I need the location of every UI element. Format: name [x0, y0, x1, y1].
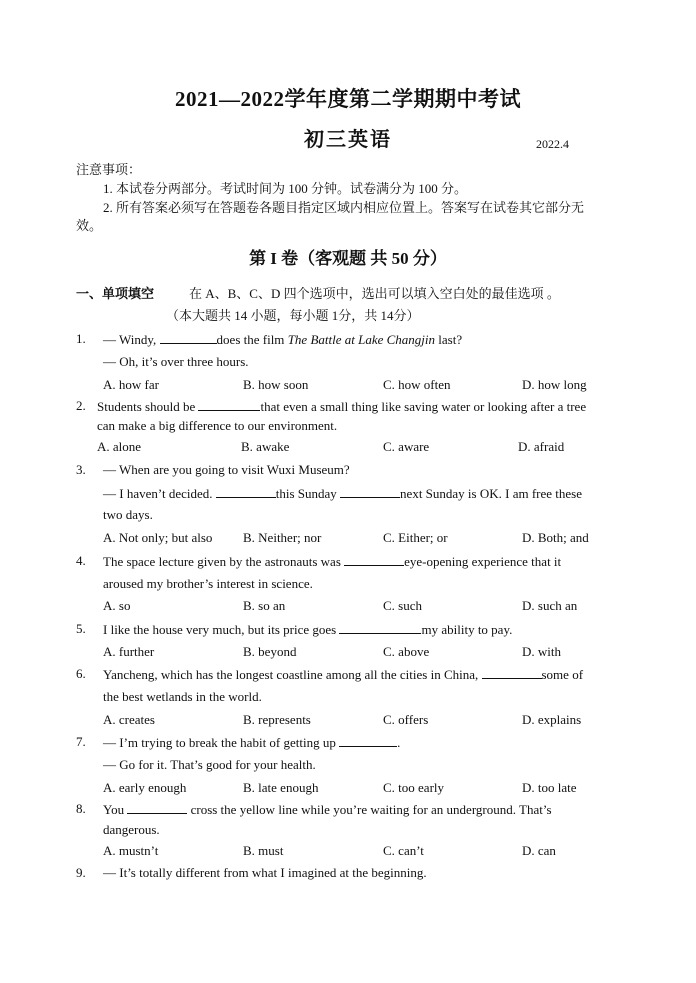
question-number: 7. — [76, 734, 86, 749]
option-b: B. late enough — [243, 780, 319, 795]
option-a: A. so — [103, 598, 131, 613]
film-title: The Battle at Lake Changjin — [287, 332, 436, 347]
option-b: B. Neither; nor — [243, 530, 322, 545]
answer-blank — [339, 734, 397, 747]
question-4-stem: The space lecture given by the astronauts was eye-opening experience that it — [103, 554, 562, 569]
option-d: D. Both; and — [522, 530, 589, 545]
question-1-line2: — Oh, it’s over three hours. — [103, 354, 249, 369]
question-8-stem: You cross the yellow line while you’re waiting for an underground. That’s — [103, 802, 552, 817]
exam-title: 2021—2022学年度第二学期期中考试 — [175, 87, 521, 111]
option-d: D. explains — [522, 712, 582, 727]
option-c: C. above — [383, 644, 430, 659]
option-a: A. creates — [103, 712, 155, 727]
section-label: 一、单项填空 — [76, 286, 155, 301]
answer-blank — [344, 553, 404, 566]
answer-blank — [160, 331, 217, 344]
question-number: 1. — [76, 331, 86, 346]
option-d: D. how long — [522, 377, 587, 392]
question-6-line2: the best wetlands in the world. — [103, 689, 262, 704]
note-item-2-continued: 效。 — [76, 218, 103, 233]
answer-blank — [198, 398, 260, 411]
part-title: 第 I 卷（客观题 共 50 分） — [249, 249, 447, 268]
option-d: D. afraid — [518, 439, 565, 454]
option-d: D. with — [522, 644, 561, 659]
answer-blank — [127, 801, 187, 814]
option-c: C. offers — [383, 712, 429, 727]
question-3-line2: — I haven’t decided. this Sunday next Sunday is OK. I am free these — [103, 486, 582, 501]
question-7-line2: — Go for it. That’s good for your health. — [103, 757, 316, 772]
option-b: B. how soon — [243, 377, 309, 392]
answer-blank — [216, 485, 276, 498]
question-number: 6. — [76, 666, 86, 681]
question-2-line2: can make a big difference to our environment. — [97, 418, 338, 433]
question-7-stem: — I’m trying to break the habit of getting up . — [103, 735, 401, 750]
question-2-stem: Students should be that even a small thing like saving water or looking after a tree — [97, 399, 587, 414]
exam-subject: 初三英语 — [304, 129, 392, 151]
option-d: D. too late — [522, 780, 577, 795]
question-number: 8. — [76, 801, 86, 816]
option-a: A. early enough — [103, 780, 187, 795]
option-a: A. how far — [103, 377, 159, 392]
option-b: B. beyond — [243, 644, 297, 659]
question-number: 2. — [76, 398, 86, 413]
option-c: C. how often — [383, 377, 451, 392]
question-number: 9. — [76, 865, 86, 880]
option-d: D. can — [522, 843, 556, 858]
option-c: C. can’t — [383, 843, 424, 858]
notes-heading: 注意事项： — [76, 162, 142, 177]
option-b: B. represents — [243, 712, 311, 727]
answer-blank — [340, 485, 400, 498]
option-a: A. alone — [97, 439, 142, 454]
option-a: A. mustn’t — [103, 843, 159, 858]
question-6-stem: Yancheng, which has the longest coastline among all the cities in China, some of — [103, 667, 584, 682]
note-item-2: 2. 所有答案必须写在答题卷各题目指定区域内相应位置上。答案写在试卷其它部分无 — [103, 200, 585, 215]
option-a: A. further — [103, 644, 155, 659]
exam-date: 2022.4 — [536, 137, 569, 151]
question-4-line2: aroused my brother’s interest in science. — [103, 576, 313, 591]
section-instruction: 在 A、B、C、D 四个选项中，选出可以填入空白处的最佳选项 。 — [189, 286, 560, 301]
option-b: B. awake — [241, 439, 290, 454]
option-c: C. aware — [383, 439, 430, 454]
question-number: 4. — [76, 553, 86, 568]
question-number: 3. — [76, 462, 86, 477]
option-c: C. Either; or — [383, 530, 448, 545]
question-5-stem: I like the house very much, but its price goes my ability to pay. — [103, 622, 513, 637]
question-8-line2: dangerous. — [103, 822, 160, 837]
note-item-1: 1. 本试卷分两部分。考试时间为 100 分钟。试卷满分为 100 分。 — [103, 181, 468, 196]
answer-blank — [482, 666, 542, 679]
option-a: A. Not only; but also — [103, 530, 213, 545]
option-c: C. such — [383, 598, 422, 613]
question-3-line3: two days. — [103, 507, 153, 522]
option-c: C. too early — [383, 780, 445, 795]
option-b: B. so an — [243, 598, 286, 613]
question-3-line1: — When are you going to visit Wuxi Museum? — [103, 462, 350, 477]
section-info: （本大题共 14 小题，每小题 1分，共 14分） — [166, 308, 420, 323]
option-d: D. such an — [522, 598, 578, 613]
question-9-line1: — It’s totally different from what I imagined at the beginning. — [103, 865, 427, 880]
option-b: B. must — [243, 843, 284, 858]
question-1-stem: — Windy, does the film The Battle at Lake Changjin last? — [103, 332, 463, 347]
answer-blank — [339, 621, 421, 634]
question-number: 5. — [76, 621, 86, 636]
